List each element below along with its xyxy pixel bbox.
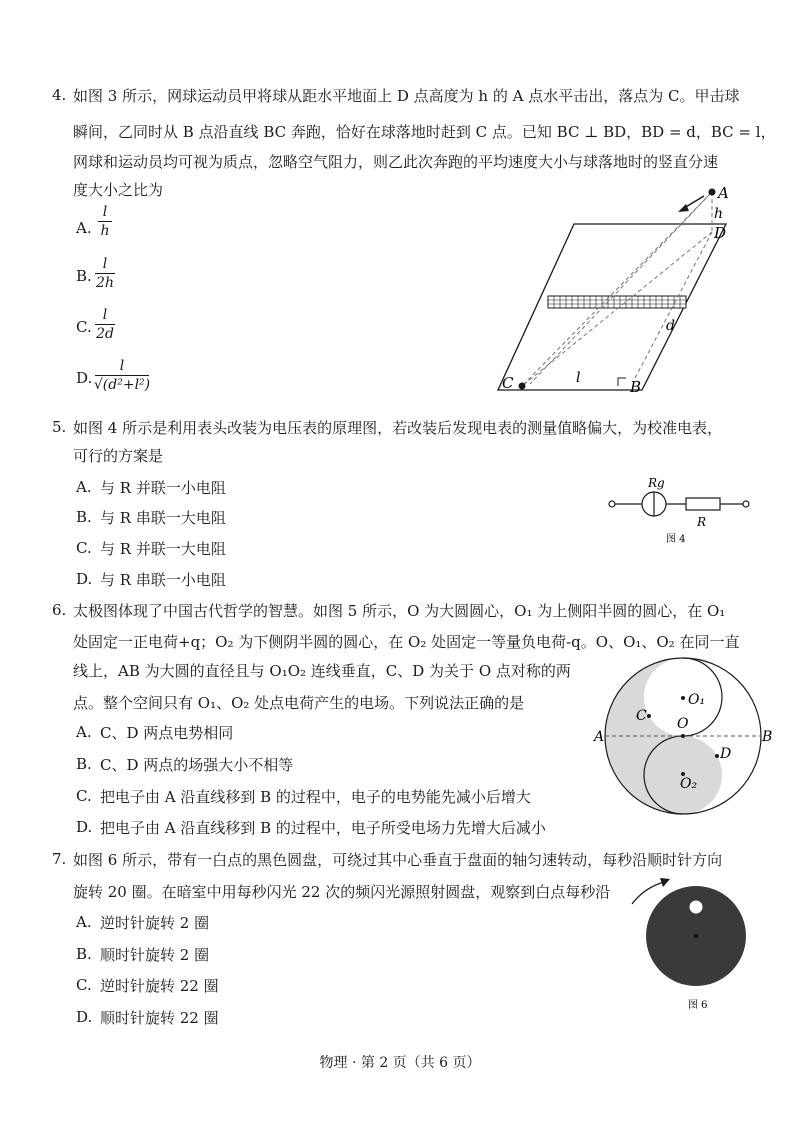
label-h: h	[714, 206, 724, 222]
label-d: D	[720, 746, 732, 762]
resistor-icon	[686, 498, 720, 510]
q5-option-c-letter: C.	[76, 539, 92, 557]
q7-option-d-text: 顺时针旋转 22 圈	[100, 1009, 219, 1027]
label-c: C	[502, 374, 514, 392]
q6-number: 6.	[52, 601, 67, 619]
q4-line-4: 度大小之比为	[73, 181, 164, 199]
q5-option-a-text: 与 R 并联一小电阻	[100, 479, 226, 497]
q7-line-2: 旋转 20 圈。在暗室中用每秒闪光 22 次的频闪光源照射圆盘，观察到白点每秒沿	[73, 883, 611, 901]
terminal-left	[609, 501, 615, 507]
q7-line-1: 如图 6 所示，带有一白点的黑色圆盘，可绕过其中心垂直于盘面的轴匀速转动，每秒沿顺时针方向	[73, 851, 723, 869]
label-b: B	[630, 378, 642, 396]
point-c	[519, 383, 526, 390]
q4-option-d-letter: D.	[76, 369, 93, 387]
q7-option-b-text: 顺时针旋转 2 圈	[100, 946, 210, 964]
q5-line-2: 可行的方案是	[73, 447, 164, 465]
right-angle-mark	[618, 378, 626, 386]
q6-line-2: 处固定一正电荷+q；O₂ 为下侧阴半圆的圆心，在 O₂ 处固定一等量负电荷-q。O、O₁、O₂ 在同一直	[73, 633, 740, 651]
point-a	[709, 189, 716, 196]
q4-number: 4.	[52, 86, 67, 104]
q4-line-1: 如图 3 所示，网球运动员甲将球从距水平地面上 D 点高度为 h 的 A 点水平击出，落点为 C。甲击球	[73, 87, 740, 105]
terminal-right	[743, 501, 749, 507]
q7-option-c-text: 逆时针旋转 22 圈	[100, 977, 219, 995]
figure-4-caption: 图 4	[666, 534, 686, 545]
q6-line-3: 线上，AB 为大圆的直径且与 O₁O₂ 连线垂直，C、D 为关于 O 点对称的两	[73, 662, 571, 680]
q4-option-b-fraction: l 2h	[96, 256, 114, 291]
label-a: A	[718, 184, 729, 202]
label-d-length: d	[666, 318, 675, 334]
q7-option-b-letter: B.	[76, 945, 92, 963]
q5-option-d-text: 与 R 串联一小电阻	[100, 571, 226, 589]
trajectory-dashes	[522, 192, 712, 386]
q5-line-1: 如图 4 所示是利用表头改装为电压表的原理图，若改装后发现电表的测量值略偏大，为校准电表，	[73, 419, 723, 437]
q6-line-4: 点。整个空间只有 O₁、O₂ 处点电荷产生的电场。下列说法正确的是	[73, 694, 525, 712]
q4-option-d-fraction: l √(d²+l²)	[93, 358, 151, 393]
label-d-point: D	[714, 224, 727, 242]
label-o2: O₂	[680, 776, 698, 792]
clockwise-arrow-icon	[660, 878, 670, 887]
q6-option-d-text: 把电子由 A 沿直线移到 B 的过程中，电子所受电场力先增大后减小	[100, 819, 546, 837]
figure-6-caption: 图 6	[688, 1000, 708, 1011]
q6-option-c-text: 把电子由 A 沿直线移到 B 的过程中，电子的电势能先减小后增大	[100, 788, 531, 806]
point-d	[715, 754, 719, 758]
velocity-arrow	[684, 196, 704, 208]
point-c	[647, 714, 651, 718]
point-o	[681, 734, 685, 738]
label-o1: O₁	[688, 692, 706, 708]
q7-option-c-letter: C.	[76, 976, 92, 994]
label-o: O	[677, 716, 689, 732]
q7-option-a-letter: A.	[76, 913, 92, 931]
point-o1	[681, 696, 685, 700]
q7-figure-disk	[620, 874, 760, 1022]
q5-option-a-letter: A.	[76, 478, 92, 496]
q7-option-d-letter: D.	[76, 1008, 93, 1026]
label-l: l	[576, 370, 581, 386]
q6-option-a-text: C、D 两点电势相同	[100, 724, 234, 742]
label-rg: Rg	[648, 476, 665, 490]
q5-option-b-text: 与 R 串联一大电阻	[100, 509, 226, 527]
q6-option-d-letter: D.	[76, 818, 93, 836]
q6-option-c-letter: C.	[76, 787, 92, 805]
q5-number: 5.	[52, 418, 67, 436]
q5-option-d-letter: D.	[76, 570, 93, 588]
label-a: A	[594, 729, 605, 745]
white-dot	[690, 901, 703, 914]
q4-option-a-letter: A.	[76, 219, 92, 237]
page-footer: 物理 · 第 2 页（共 6 页）	[319, 1055, 481, 1071]
label-r: R	[697, 515, 707, 529]
disk-center	[694, 934, 698, 938]
q4-figure-tennis-court	[490, 180, 750, 400]
q4-option-a-fraction: l h	[94, 203, 116, 240]
rotation-arc	[632, 882, 664, 904]
q6-line-1: 太极图体现了中国古代哲学的智慧。如图 5 所示，O 为大圆圆心，O₁ 为上侧阳半圆的圆心，在 O₁	[73, 602, 726, 620]
q4-option-b-letter: B.	[76, 267, 92, 285]
q5-option-c-text: 与 R 并联一大电阻	[100, 540, 226, 558]
q7-number: 7.	[52, 850, 67, 868]
q5-option-b-letter: B.	[76, 508, 92, 526]
label-c: C	[636, 708, 647, 724]
q6-option-b-letter: B.	[76, 755, 92, 773]
q6-option-b-text: C、D 两点的场强大小不相等	[100, 756, 294, 774]
q7-option-a-text: 逆时针旋转 2 圈	[100, 914, 210, 932]
label-b: B	[762, 729, 773, 745]
q6-figure-taiji	[588, 654, 778, 824]
q5-figure-circuit	[600, 468, 760, 548]
q4-line-3: 网球和运动员均可视为质点，忽略空气阻力，则乙此次奔跑的平均速度大小与球落地时的竖直分速	[73, 153, 719, 171]
tennis-net	[548, 296, 686, 308]
q4-option-c-fraction: l 2d	[96, 307, 114, 342]
q6-option-a-letter: A.	[76, 723, 92, 741]
q4-line-2: 瞬间，乙同时从 B 点沿直线 BC 奔跑，恰好在球落地时赶到 C 点。已知 BC ⊥ BD，BD = d，BC = l，	[73, 123, 776, 141]
q4-option-c-letter: C.	[76, 318, 92, 336]
